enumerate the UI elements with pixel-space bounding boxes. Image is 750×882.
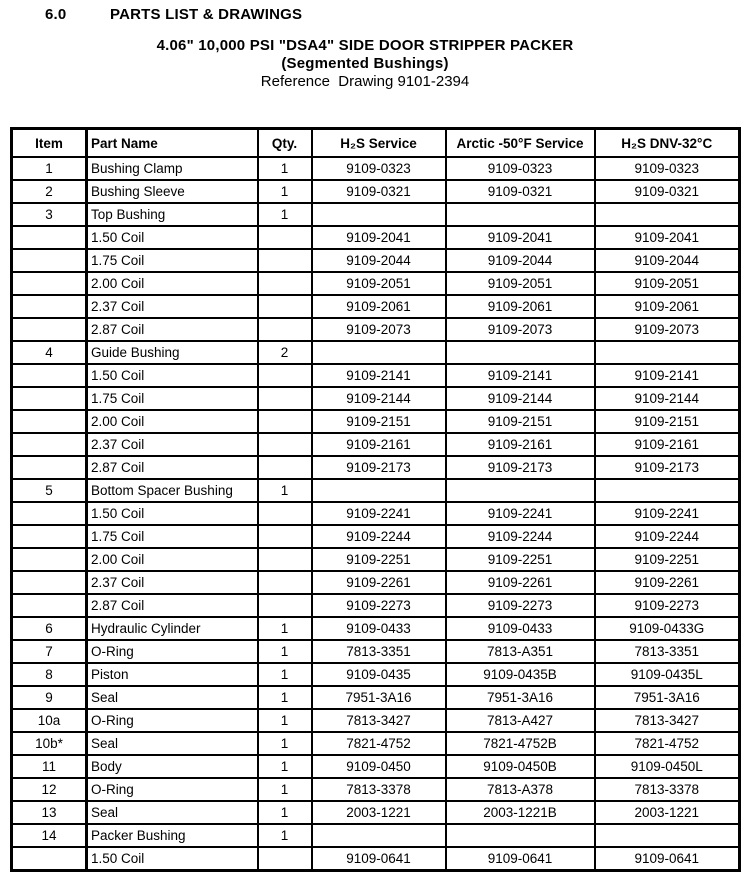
table-cell — [12, 433, 87, 456]
table-cell: 1.50 Coil — [87, 847, 258, 871]
table-cell: 9109-0641 — [595, 847, 740, 871]
table-cell: 7813-A351 — [446, 640, 595, 663]
table-cell: 9109-2261 — [595, 571, 740, 594]
table-cell: Bottom Spacer Bushing — [87, 479, 258, 502]
table-cell — [12, 387, 87, 410]
table-cell: 9109-0323 — [595, 157, 740, 180]
table-cell: 7951-3A16 — [595, 686, 740, 709]
table-cell: 9109-2241 — [312, 502, 446, 525]
table-header-row — [12, 129, 740, 158]
table-cell: 9109-2273 — [595, 594, 740, 617]
section-heading — [0, 0, 750, 23]
table-cell — [12, 295, 87, 318]
table-cell — [258, 364, 312, 387]
table-cell: 9109-2251 — [595, 548, 740, 571]
table-cell — [258, 318, 312, 341]
table-cell: 1 — [258, 663, 312, 686]
table-row — [12, 203, 740, 226]
table-cell — [312, 479, 446, 502]
table-cell — [595, 341, 740, 364]
table-cell: 9109-0435B — [446, 663, 595, 686]
table-cell — [446, 824, 595, 847]
table-cell — [12, 548, 87, 571]
table-cell: 9109-2241 — [595, 502, 740, 525]
table-cell: 10a — [12, 709, 87, 732]
table-cell: 1 — [258, 824, 312, 847]
table-cell: 9109-2273 — [312, 594, 446, 617]
table-cell: 1 — [258, 686, 312, 709]
table-cell: 5 — [12, 479, 87, 502]
table-cell: 9109-0321 — [446, 180, 595, 203]
table-cell: 7821-4752B — [446, 732, 595, 755]
table-cell: 9109-2173 — [446, 456, 595, 479]
table-cell: 2.37 Coil — [87, 295, 258, 318]
table-row — [12, 249, 740, 272]
table-cell — [258, 433, 312, 456]
reference-drawing-line: Reference Drawing 9101-2394 — [260, 73, 470, 90]
table-cell: 9109-2061 — [446, 295, 595, 318]
table-cell: 1 — [258, 180, 312, 203]
table-cell: 9109-2041 — [595, 226, 740, 249]
table-cell: 2 — [12, 180, 87, 203]
table-cell: 7813-3378 — [595, 778, 740, 801]
table-cell: 9109-2273 — [446, 594, 595, 617]
table-cell: 2.87 Coil — [87, 318, 258, 341]
table-cell: 9109-0433 — [312, 617, 446, 640]
table-cell: 1 — [258, 709, 312, 732]
table-cell: O-Ring — [87, 709, 258, 732]
table-row — [12, 364, 740, 387]
table-row — [12, 617, 740, 640]
table-row — [12, 640, 740, 663]
column-header-arctic-service: Arctic -50°F Service — [446, 129, 595, 158]
table-cell: 1 — [258, 801, 312, 824]
table-cell: 9109-2144 — [446, 387, 595, 410]
table-cell — [12, 571, 87, 594]
column-header-h2s-dnv: H₂S DNV-32°C — [595, 129, 740, 158]
document-title: 4.06" 10,000 PSI "DSA4" SIDE DOOR STRIPPER PACKER — [156, 37, 574, 54]
table-cell — [258, 847, 312, 871]
table-cell: 1 — [258, 203, 312, 226]
table-cell: Piston — [87, 663, 258, 686]
table-cell: 2003-1221 — [595, 801, 740, 824]
column-header-qty: Qty. — [258, 129, 312, 158]
table-row — [12, 180, 740, 203]
table-cell: 1.75 Coil — [87, 387, 258, 410]
table-cell: 2.00 Coil — [87, 410, 258, 433]
table-cell: 9109-2173 — [595, 456, 740, 479]
table-cell: 9109-2061 — [312, 295, 446, 318]
table-cell — [446, 341, 595, 364]
table-cell: 1.50 Coil — [87, 226, 258, 249]
table-row — [12, 732, 740, 755]
table-cell: 9109-2051 — [446, 272, 595, 295]
parts-table-body — [12, 157, 740, 871]
table-cell: 9109-2041 — [312, 226, 446, 249]
table-cell: 8 — [12, 663, 87, 686]
table-cell: 9109-2261 — [446, 571, 595, 594]
table-cell: 7813-3427 — [312, 709, 446, 732]
table-cell: 9109-2251 — [446, 548, 595, 571]
table-cell: 2.00 Coil — [87, 272, 258, 295]
table-cell — [258, 295, 312, 318]
table-cell: 9109-0450 — [312, 755, 446, 778]
table-cell: Bushing Clamp — [87, 157, 258, 180]
table-row — [12, 663, 740, 686]
table-row — [12, 686, 740, 709]
table-cell: 9109-2161 — [312, 433, 446, 456]
table-cell: 9109-2141 — [312, 364, 446, 387]
table-cell: 7 — [12, 640, 87, 663]
table-cell — [12, 364, 87, 387]
table-row — [12, 226, 740, 249]
table-row — [12, 387, 740, 410]
table-cell: 7813-3351 — [595, 640, 740, 663]
table-cell: Seal — [87, 686, 258, 709]
table-cell: 1.50 Coil — [87, 364, 258, 387]
table-cell: 2003-1221B — [446, 801, 595, 824]
table-row — [12, 456, 740, 479]
column-header-item: Item — [12, 129, 87, 158]
table-cell: 9109-2041 — [446, 226, 595, 249]
table-cell: 9 — [12, 686, 87, 709]
table-row — [12, 801, 740, 824]
table-cell — [12, 502, 87, 525]
table-cell: 9109-2051 — [312, 272, 446, 295]
table-row — [12, 479, 740, 502]
table-cell: 9109-0433G — [595, 617, 740, 640]
table-cell — [258, 525, 312, 548]
section-title: PARTS LIST & DRAWINGS — [110, 6, 303, 23]
table-cell: Bushing Sleeve — [87, 180, 258, 203]
table-cell: Top Bushing — [87, 203, 258, 226]
table-row — [12, 502, 740, 525]
table-cell: 2.87 Coil — [87, 456, 258, 479]
table-cell — [12, 249, 87, 272]
table-cell — [12, 226, 87, 249]
table-cell: Seal — [87, 732, 258, 755]
document-subtitle: (Segmented Bushings) — [281, 55, 449, 72]
table-cell: 4 — [12, 341, 87, 364]
section-number: 6.0 — [45, 6, 67, 23]
table-cell — [12, 847, 87, 871]
table-cell: 9109-2044 — [312, 249, 446, 272]
table-cell: 1 — [12, 157, 87, 180]
table-cell: 14 — [12, 824, 87, 847]
table-cell: 13 — [12, 801, 87, 824]
table-cell: 7813-3427 — [595, 709, 740, 732]
table-cell: 9109-2244 — [446, 525, 595, 548]
table-cell: 9109-0641 — [446, 847, 595, 871]
table-row — [12, 594, 740, 617]
table-row — [12, 755, 740, 778]
table-cell: 2.00 Coil — [87, 548, 258, 571]
table-cell: 9109-0433 — [446, 617, 595, 640]
table-cell: 9109-0450B — [446, 755, 595, 778]
column-header-h2s-service: H₂S Service — [312, 129, 446, 158]
table-cell — [258, 502, 312, 525]
table-cell: Body — [87, 755, 258, 778]
table-row — [12, 548, 740, 571]
table-cell: 9109-2061 — [595, 295, 740, 318]
table-cell: 9109-0450L — [595, 755, 740, 778]
table-cell: 6 — [12, 617, 87, 640]
table-cell: 1 — [258, 732, 312, 755]
table-cell: 1 — [258, 479, 312, 502]
table-cell — [258, 594, 312, 617]
table-cell: O-Ring — [87, 778, 258, 801]
table-cell: 1 — [258, 617, 312, 640]
table-cell — [258, 387, 312, 410]
table-row — [12, 709, 740, 732]
table-cell: 9109-0435 — [312, 663, 446, 686]
table-cell: 9109-0435L — [595, 663, 740, 686]
title-block — [0, 37, 730, 91]
parts-table — [10, 127, 741, 872]
table-cell: 9109-2073 — [446, 318, 595, 341]
table-cell: 2.37 Coil — [87, 571, 258, 594]
table-cell: 9109-0323 — [446, 157, 595, 180]
table-cell: 9109-2151 — [446, 410, 595, 433]
table-cell: 2.87 Coil — [87, 594, 258, 617]
table-row — [12, 571, 740, 594]
table-cell: 9109-0323 — [312, 157, 446, 180]
table-cell: 9109-2073 — [312, 318, 446, 341]
table-cell: 12 — [12, 778, 87, 801]
table-cell: 7813-3351 — [312, 640, 446, 663]
table-cell: 1.50 Coil — [87, 502, 258, 525]
table-cell: 2 — [258, 341, 312, 364]
table-row — [12, 318, 740, 341]
table-row — [12, 272, 740, 295]
table-cell: 7951-3A16 — [312, 686, 446, 709]
table-cell — [258, 571, 312, 594]
table-cell — [312, 824, 446, 847]
table-row — [12, 410, 740, 433]
table-row — [12, 157, 740, 180]
table-cell: 9109-2144 — [312, 387, 446, 410]
table-cell: Hydraulic Cylinder — [87, 617, 258, 640]
table-cell: 7813-3378 — [312, 778, 446, 801]
table-row — [12, 433, 740, 456]
table-cell — [446, 479, 595, 502]
table-cell: 9109-2244 — [595, 525, 740, 548]
table-cell: 9109-2141 — [595, 364, 740, 387]
table-cell: 9109-2144 — [595, 387, 740, 410]
column-header-part-name: Part Name — [87, 129, 258, 158]
table-cell — [12, 272, 87, 295]
table-cell — [446, 203, 595, 226]
table-cell — [258, 456, 312, 479]
table-cell: 11 — [12, 755, 87, 778]
table-row — [12, 341, 740, 364]
table-cell — [12, 525, 87, 548]
table-cell: 1.75 Coil — [87, 525, 258, 548]
table-cell: 9109-2244 — [312, 525, 446, 548]
table-cell: 9109-2261 — [312, 571, 446, 594]
table-row — [12, 295, 740, 318]
table-cell — [258, 410, 312, 433]
table-cell — [595, 824, 740, 847]
table-cell — [258, 548, 312, 571]
table-cell — [258, 249, 312, 272]
table-cell: 7813-A378 — [446, 778, 595, 801]
table-cell: 1 — [258, 778, 312, 801]
table-cell — [312, 341, 446, 364]
table-cell: 9109-0641 — [312, 847, 446, 871]
table-cell: 1 — [258, 640, 312, 663]
table-cell — [595, 479, 740, 502]
table-cell: Guide Bushing — [87, 341, 258, 364]
table-cell: 9109-2173 — [312, 456, 446, 479]
table-cell: 9109-0321 — [595, 180, 740, 203]
table-row — [12, 847, 740, 871]
table-cell: 9109-2151 — [595, 410, 740, 433]
table-cell: 9109-2141 — [446, 364, 595, 387]
table-cell — [312, 203, 446, 226]
table-cell: 9109-2251 — [312, 548, 446, 571]
table-cell: 1.75 Coil — [87, 249, 258, 272]
table-cell — [258, 226, 312, 249]
table-cell — [12, 594, 87, 617]
table-cell: 7813-A427 — [446, 709, 595, 732]
table-cell: 7821-4752 — [312, 732, 446, 755]
table-cell: 9109-2241 — [446, 502, 595, 525]
table-cell: 10b* — [12, 732, 87, 755]
table-cell: 1 — [258, 755, 312, 778]
table-cell — [595, 203, 740, 226]
table-cell: 9109-2073 — [595, 318, 740, 341]
table-cell: Packer Bushing — [87, 824, 258, 847]
table-row — [12, 824, 740, 847]
table-cell: 3 — [12, 203, 87, 226]
table-cell — [258, 272, 312, 295]
table-cell: 9109-2044 — [446, 249, 595, 272]
table-row — [12, 778, 740, 801]
table-cell — [12, 456, 87, 479]
table-cell: Seal — [87, 801, 258, 824]
table-row — [12, 525, 740, 548]
table-cell: 9109-2044 — [595, 249, 740, 272]
table-cell: 9109-2051 — [595, 272, 740, 295]
table-cell: 9109-2161 — [595, 433, 740, 456]
table-cell: 7821-4752 — [595, 732, 740, 755]
table-cell: O-Ring — [87, 640, 258, 663]
table-cell: 9109-2161 — [446, 433, 595, 456]
table-cell: 9109-0321 — [312, 180, 446, 203]
table-cell — [12, 318, 87, 341]
table-cell: 9109-2151 — [312, 410, 446, 433]
table-cell — [12, 410, 87, 433]
table-cell: 1 — [258, 157, 312, 180]
table-cell: 7951-3A16 — [446, 686, 595, 709]
table-cell: 2.37 Coil — [87, 433, 258, 456]
table-cell: 2003-1221 — [312, 801, 446, 824]
